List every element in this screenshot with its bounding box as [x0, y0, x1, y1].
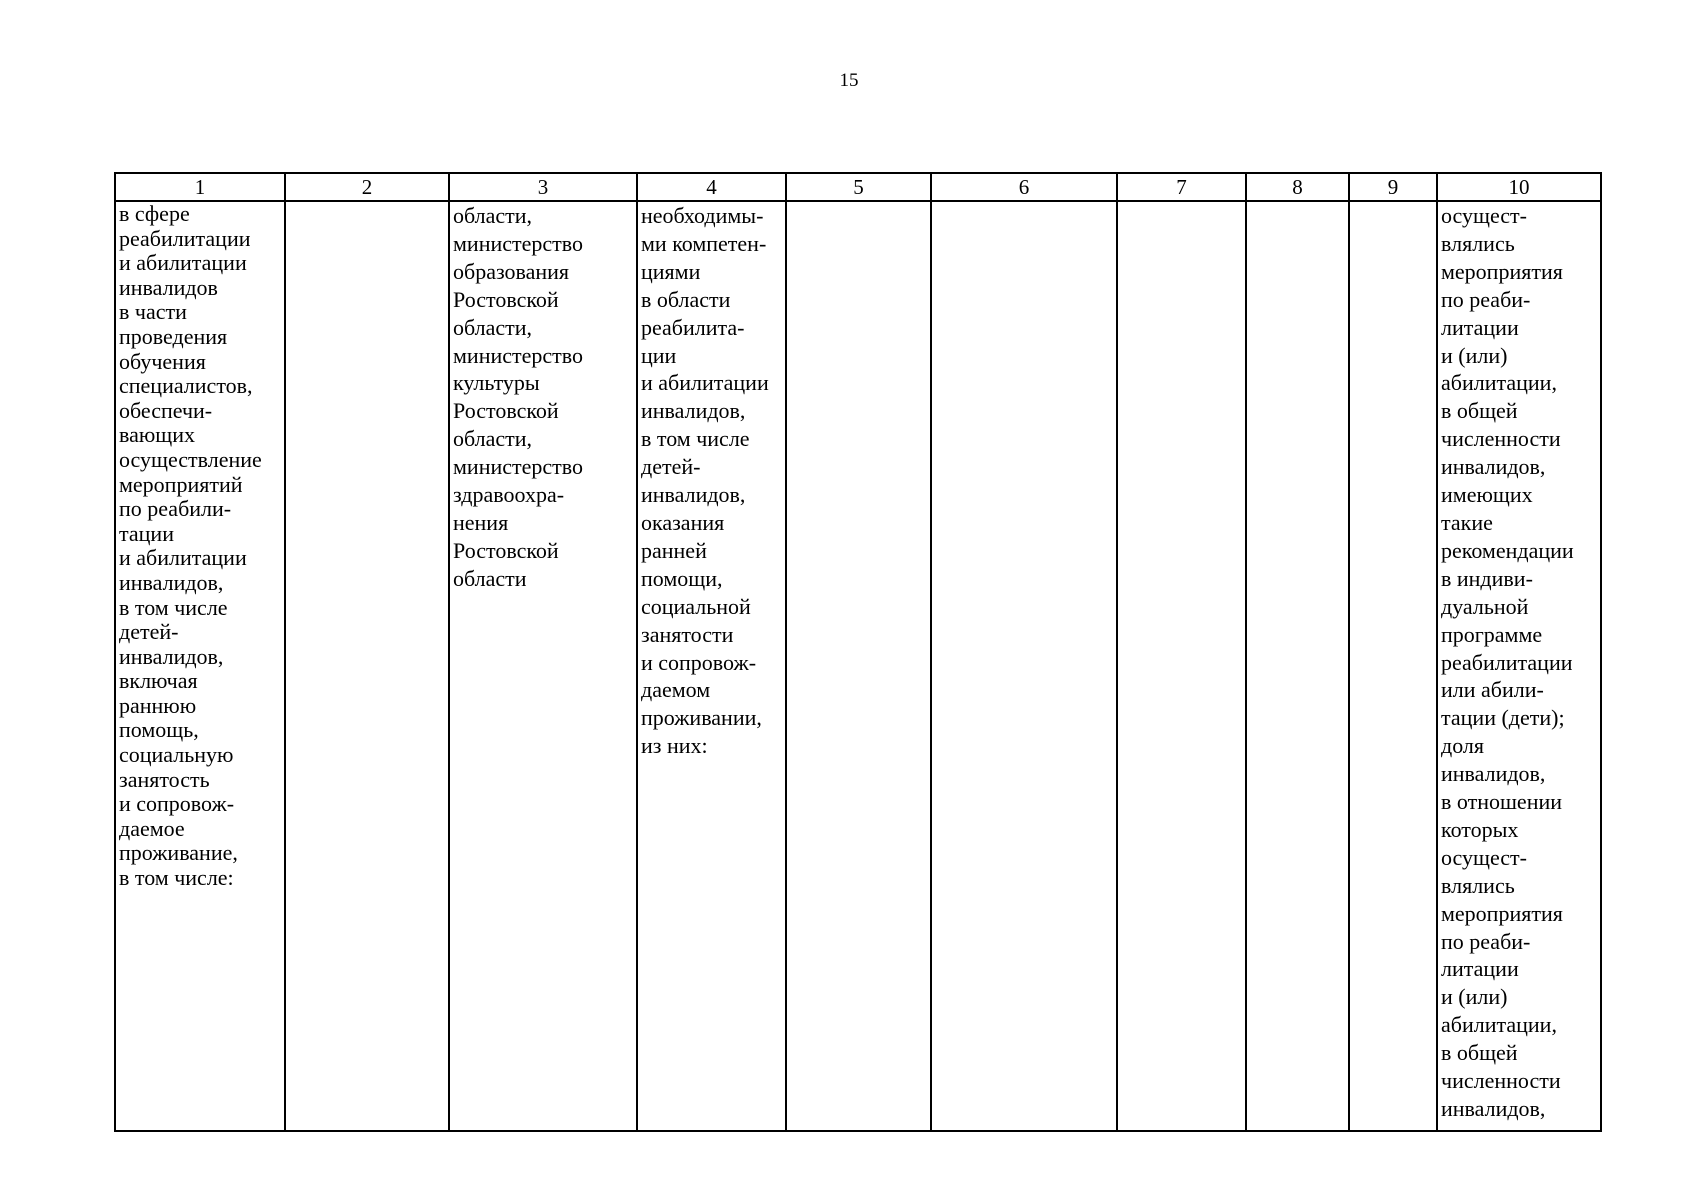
cell-text-line: специалистов, [119, 373, 253, 399]
cell-text-line: циями [641, 258, 701, 284]
table-cell-col-7 [1117, 201, 1246, 1131]
table-cell-col-3 [449, 201, 637, 1131]
cell-text-line: в том числе [641, 426, 750, 452]
cell-text-line: и сопровож- [119, 791, 235, 817]
cell-text-line: области, [453, 314, 533, 340]
cell-text-line: области, [453, 426, 533, 452]
cell-text-line: мероприятий [119, 471, 243, 497]
cell-text-line: осущест- [1441, 844, 1527, 870]
cell-text-line: по реаби- [1441, 928, 1531, 954]
cell-text-line: инвалидов, [1441, 454, 1546, 480]
cell-text-line: мероприятия [1441, 258, 1563, 284]
cell-text-line: рекомендации [1441, 537, 1574, 563]
cell-text-line: Ростовской [453, 398, 559, 424]
cell-text-line: образования [453, 258, 570, 284]
cell-text-line: инвалидов, [641, 482, 746, 508]
cell-text-line: оказания [641, 509, 725, 535]
table-cell-col-5 [786, 201, 931, 1131]
column-header-10: 10 [1437, 173, 1601, 201]
cell-text-line: в общей [1441, 1040, 1518, 1066]
cell-text-line: инвалидов, [119, 569, 224, 595]
cell-text-line: численности [1441, 1068, 1561, 1094]
cell-text-line: и сопровож- [641, 649, 757, 675]
cell-text-line: осущест- [1441, 203, 1527, 228]
cell-text-line: реабилитации [119, 225, 251, 251]
column-header-5: 5 [786, 173, 931, 201]
table-cell-col-2 [285, 201, 449, 1131]
cell-text-line: вающих [119, 422, 196, 448]
cell-text-line: ции [641, 342, 677, 368]
cell-text-line: программе [1441, 621, 1543, 647]
cell-text-line: проживание, [119, 840, 238, 866]
cell-text-line: занятости [641, 621, 734, 647]
table-cell-col-1 [115, 201, 285, 1131]
table-cell-col-4 [637, 201, 786, 1131]
cell-text-line: помощь, [119, 717, 199, 743]
cell-text-line: инвалидов [119, 274, 218, 300]
table-cell-col-9 [1349, 201, 1437, 1131]
cell-text-line: министерство [453, 454, 584, 480]
cell-text-line: обучения [119, 348, 206, 374]
cell-text-line: мероприятия [1441, 900, 1563, 926]
cell-text-line: занятость [119, 766, 210, 792]
cell-text-line: тации (дети); [1441, 705, 1565, 731]
cell-text-line: тации [119, 520, 174, 546]
cell-text-line: инвалидов, [119, 643, 224, 669]
table-cell-col-10 [1437, 201, 1601, 1131]
cell-text-line: и (или) [1441, 342, 1508, 368]
cell-text-line: социальной [641, 593, 751, 619]
cell-text-line: литации [1441, 314, 1519, 340]
cell-text-line: даемое [119, 815, 185, 841]
cell-text-line: в индиви- [1441, 565, 1533, 591]
cell-text-line: доля [1441, 733, 1485, 759]
cell-text-line: ми компетен- [641, 230, 767, 256]
table-cell-col-8 [1246, 201, 1349, 1131]
column-header-4: 4 [637, 173, 786, 201]
cell-text-line: литации [1441, 956, 1519, 982]
cell-text-line: абилитации, [1441, 370, 1557, 396]
column-header-8: 8 [1246, 173, 1349, 201]
cell-text-line: проведения [119, 323, 228, 349]
cell-text-line: культуры [453, 370, 540, 396]
cell-text-line: области [453, 565, 527, 591]
cell-text-line: детей- [641, 454, 701, 480]
cell-text-line: в части [119, 299, 187, 325]
header-row [115, 173, 1601, 201]
cell-text-line: необходимы- [641, 203, 764, 228]
cell-text-line: здравоохра- [453, 482, 565, 508]
cell-text-line: инвалидов, [641, 398, 746, 424]
cell-text-line: в сфере [119, 201, 190, 226]
cell-text-line: и (или) [1441, 984, 1508, 1010]
cell-text-line: обеспечи- [119, 397, 213, 423]
cell-text-line: министерство [453, 342, 584, 368]
cell-text-line: области, [453, 203, 533, 228]
column-header-2: 2 [285, 173, 449, 201]
column-header-1: 1 [115, 173, 285, 201]
cell-text-line: дуальной [1441, 593, 1529, 619]
cell-text-line: из них: [641, 733, 708, 759]
cell-text-line: или абили- [1441, 677, 1544, 703]
data-table [114, 172, 1602, 1132]
cell-text-line: проживании, [641, 705, 762, 731]
cell-text-line: инвалидов, [1441, 761, 1546, 787]
cell-text-line: и абилитации [119, 545, 247, 571]
cell-text-line: инвалидов, [1441, 1096, 1546, 1121]
cell-text-line: даемом [641, 677, 711, 703]
cell-text-line: и абилитации [119, 250, 247, 276]
cell-text-line: влялись [1441, 872, 1515, 898]
cell-text-line: включая [119, 668, 198, 694]
cell-text-line: и абилитации [641, 370, 769, 396]
cell-text-line: в области [641, 286, 731, 312]
cell-text-line: которых [1441, 816, 1519, 842]
cell-text-line: раннюю [119, 692, 197, 718]
cell-text-line: социальную [119, 742, 234, 768]
table-row [115, 201, 1601, 1131]
cell-text-line: влялись [1441, 230, 1515, 256]
cell-text-line: абилитации, [1441, 1012, 1557, 1038]
column-header-7: 7 [1117, 173, 1246, 201]
cell-text-line: реабилитации [1441, 649, 1573, 675]
cell-text-line: осуществление [119, 446, 262, 472]
cell-text-line: министерство [453, 230, 584, 256]
cell-text-line: ранней [641, 537, 707, 563]
cell-text-line: по реабили- [119, 496, 232, 522]
page-number: 15 [839, 70, 859, 91]
cell-text-line: реабилита- [641, 314, 745, 340]
column-header-6: 6 [931, 173, 1117, 201]
cell-text-line: в отношении [1441, 789, 1563, 815]
cell-text-line: детей- [119, 619, 179, 645]
cell-text-line: в том числе: [119, 865, 234, 891]
cell-text-line: в том числе [119, 594, 228, 620]
table-cell-col-6 [931, 201, 1117, 1131]
column-header-9: 9 [1349, 173, 1437, 201]
cell-text-line: Ростовской [453, 286, 559, 312]
cell-text-line: по реаби- [1441, 286, 1531, 312]
cell-text-line: такие [1441, 509, 1493, 535]
cell-text-line: нения [453, 509, 509, 535]
cell-text-line: имеющих [1441, 482, 1533, 508]
cell-text-line: в общей [1441, 398, 1518, 424]
cell-text-line: численности [1441, 426, 1561, 452]
cell-text-line: помощи, [641, 565, 723, 591]
column-header-3: 3 [449, 173, 637, 201]
cell-text-line: Ростовской [453, 537, 559, 563]
